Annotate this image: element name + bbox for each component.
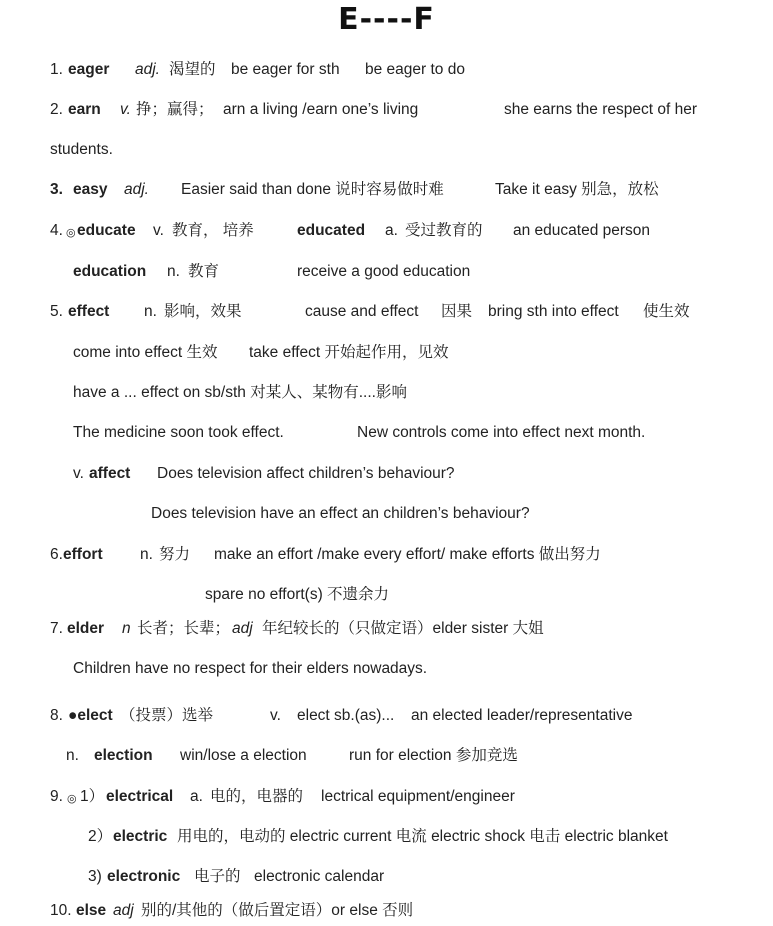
part-of-speech: a. bbox=[385, 222, 398, 239]
headword: electric bbox=[113, 828, 168, 845]
entry-number: 7. bbox=[50, 620, 63, 637]
example: New controls come into effect next month. bbox=[357, 424, 646, 441]
part-of-speech: v. bbox=[73, 465, 84, 482]
phrase: be eager to do bbox=[365, 61, 465, 78]
headword: election bbox=[94, 747, 153, 764]
star-mark-icon: ◎ bbox=[66, 227, 76, 239]
phrase: cause and effect bbox=[305, 303, 419, 320]
example: Does television have an effect an children’s behaviour? bbox=[151, 505, 530, 522]
entry-number: 3. bbox=[50, 181, 63, 198]
phrase: 用电的，电动的 electric current 电流 electric shock 电击 electric blanket bbox=[177, 828, 668, 845]
page-title: E----F bbox=[338, 2, 435, 37]
phrase: lectrical equipment/engineer bbox=[321, 788, 515, 805]
phrase: elect sb.(as)... bbox=[297, 707, 395, 724]
part-of-speech: n bbox=[122, 620, 131, 637]
part-of-speech: adj bbox=[232, 620, 253, 637]
phrase: be eager for sth bbox=[231, 61, 340, 78]
meaning: 电子的 bbox=[194, 868, 241, 885]
part-of-speech: v. bbox=[270, 707, 281, 724]
meaning: 别的/其他的（做后置定语）or else 否则 bbox=[141, 902, 414, 919]
part-of-speech: v. bbox=[120, 101, 131, 118]
meaning: 电的，电器的 bbox=[210, 788, 304, 805]
headword: elder bbox=[67, 620, 105, 637]
headword: eager bbox=[68, 61, 110, 78]
headword: electrical bbox=[106, 788, 174, 805]
entry-number: 4. bbox=[50, 222, 63, 239]
phrase: bring sth into effect bbox=[488, 303, 619, 320]
phrase: electronic calendar bbox=[254, 868, 385, 885]
part-of-speech: adj. bbox=[124, 181, 149, 198]
part-of-speech: a. bbox=[190, 788, 203, 805]
headword: earn bbox=[68, 101, 101, 118]
meaning: 年纪较长的（只做定语）elder sister 大姐 bbox=[262, 620, 544, 637]
phrase-cn: 因果 bbox=[441, 303, 473, 320]
phrase: Take it easy 别急，放松 bbox=[495, 181, 659, 198]
part-of-speech: n. bbox=[167, 263, 180, 280]
phrase: have a ... effect on sb/sth 对某人、某物有....影响 bbox=[73, 384, 407, 401]
entry-number: 6. bbox=[50, 546, 63, 563]
meaning: 教育， 培养 bbox=[172, 222, 254, 239]
phrase: an educated person bbox=[513, 222, 651, 239]
part-of-speech: adj. bbox=[135, 61, 160, 78]
phrase: receive a good education bbox=[297, 263, 471, 280]
meaning: 受过教育的 bbox=[405, 222, 483, 239]
sub-number: 1） bbox=[80, 788, 105, 805]
example: Does television affect children’s behaviour? bbox=[157, 465, 455, 482]
part-of-speech: v. bbox=[153, 222, 164, 239]
headword: else bbox=[76, 902, 107, 919]
headword: affect bbox=[89, 465, 131, 482]
example-cont: students. bbox=[50, 141, 113, 158]
part-of-speech: n. bbox=[144, 303, 157, 320]
headword: educated bbox=[297, 222, 366, 239]
meaning: 挣；赢得； bbox=[136, 101, 214, 118]
example: Children have no respect for their elders nowadays. bbox=[73, 660, 428, 677]
example: she earns the respect of her bbox=[504, 101, 698, 118]
example: The medicine soon took effect. bbox=[73, 424, 284, 441]
headword: educate bbox=[77, 222, 136, 239]
headword: effect bbox=[68, 303, 110, 320]
phrase: come into effect 生效 bbox=[73, 344, 218, 361]
meaning: 教育 bbox=[188, 263, 220, 280]
phrase: arn a living /earn one’s living bbox=[223, 101, 419, 118]
meaning: （投票）选举 bbox=[120, 707, 214, 724]
phrase: take effect 开始起作用，见效 bbox=[249, 344, 449, 361]
headword: easy bbox=[73, 181, 108, 198]
phrase: an elected leader/representative bbox=[411, 707, 633, 724]
meaning: 长者；长辈； bbox=[137, 620, 231, 637]
headword: effort bbox=[63, 546, 103, 563]
part-of-speech: adj bbox=[113, 902, 134, 919]
meaning: 影响，效果 bbox=[164, 303, 242, 320]
star-mark-icon: ◎ bbox=[67, 793, 77, 805]
entry-number: 8. bbox=[50, 707, 63, 724]
sub-number: 3) bbox=[88, 868, 102, 885]
headword: education bbox=[73, 263, 147, 280]
phrase: run for election 参加竞选 bbox=[349, 747, 518, 764]
entry-number: 1. bbox=[50, 61, 63, 78]
headword: ●elect bbox=[68, 707, 113, 724]
entry-number: 2. bbox=[50, 101, 63, 118]
entry-number: 9. bbox=[50, 788, 63, 805]
meaning: 渴望的 bbox=[169, 61, 216, 78]
phrase: Easier said than done 说时容易做时难 bbox=[181, 181, 444, 198]
headword: electronic bbox=[107, 868, 181, 885]
phrase: make an effort /make every effort/ make efforts 做出努力 bbox=[214, 546, 601, 563]
part-of-speech: n. bbox=[140, 546, 153, 563]
meaning: 努力 bbox=[159, 546, 191, 563]
phrase: spare no effort(s) 不遗余力 bbox=[205, 586, 390, 603]
phrase-cn: 使生效 bbox=[643, 303, 690, 320]
part-of-speech: n. bbox=[66, 747, 79, 764]
entry-number: 10. bbox=[50, 902, 72, 919]
phrase: win/lose a election bbox=[180, 747, 307, 764]
sub-number: 2） bbox=[88, 828, 113, 845]
entry-number: 5. bbox=[50, 303, 63, 320]
